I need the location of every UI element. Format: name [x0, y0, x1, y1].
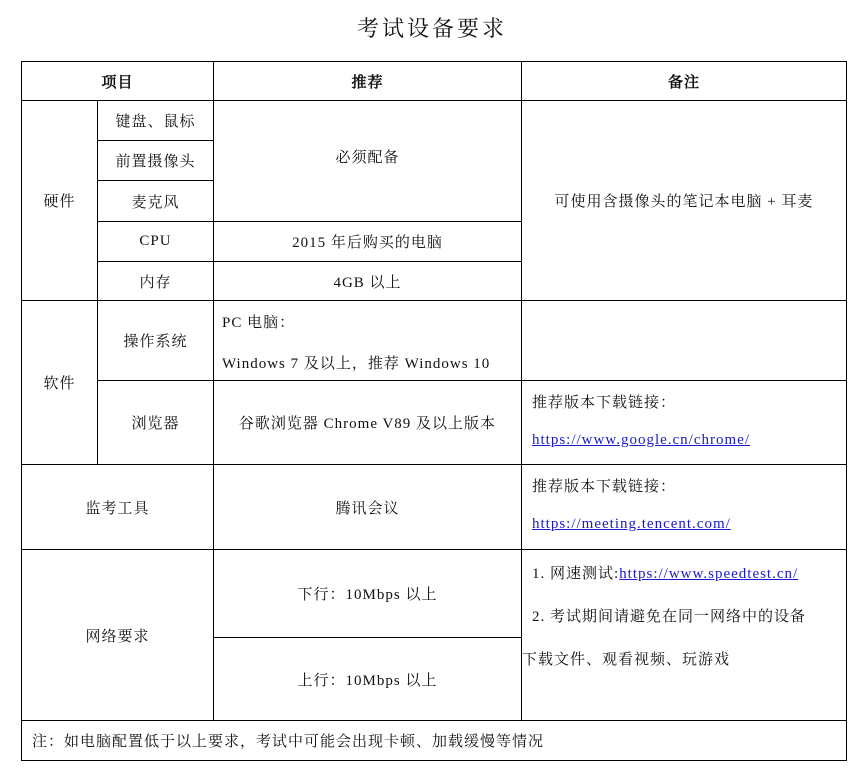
- sw-os-line2: Windows 7 及以上，推荐 Windows 10: [222, 356, 491, 372]
- monitor-rec: 腾讯会议: [213, 464, 522, 550]
- monitor-note: 推荐版本下载链接：: [532, 479, 677, 495]
- sw-os-line1: PC 电脑：: [222, 315, 296, 331]
- network-down: 下行：10Mbps 以上: [213, 549, 522, 638]
- hw-memory: 内存: [97, 261, 214, 301]
- hw-note: 可使用含摄像头的笔记本电脑 + 耳麦: [521, 100, 847, 301]
- footnote: 注：如电脑配置低于以上要求，考试中可能会出现卡顿、加载缓慢等情况: [21, 720, 847, 761]
- chrome-link[interactable]: https://www.google.cn/chrome/: [532, 432, 750, 448]
- sw-browser-rec: 谷歌浏览器 Chrome V89 及以上版本: [213, 380, 522, 465]
- tencent-link[interactable]: https://meeting.tencent.com/: [532, 516, 731, 532]
- header-item: 项目: [21, 61, 214, 101]
- hardware-label: 硬件: [21, 100, 98, 301]
- network-note1: 1. 网速测试:: [532, 566, 620, 582]
- hw-mem-rec: 4GB 以上: [213, 261, 522, 301]
- hw-camera: 前置摄像头: [97, 140, 214, 181]
- hw-required: 必须配备: [213, 100, 522, 222]
- network-label: 网络要求: [21, 549, 214, 721]
- sw-os-note: [521, 300, 847, 381]
- network-note2b: 下载文件、观看视频、玩游戏: [522, 652, 731, 668]
- sw-browser: 浏览器: [97, 380, 214, 465]
- network-up: 上行：10Mbps 以上: [213, 637, 522, 721]
- sw-browser-note: 推荐版本下载链接：: [532, 395, 677, 411]
- speedtest-link[interactable]: https://www.speedtest.cn/: [619, 566, 799, 582]
- page-title: 考试设备要求: [356, 16, 507, 41]
- header-note: 备注: [521, 61, 847, 101]
- hw-cpu-rec: 2015 年后购买的电脑: [213, 221, 522, 262]
- software-label: 软件: [21, 300, 98, 465]
- sw-os: 操作系统: [97, 300, 214, 381]
- header-recommend: 推荐: [213, 61, 522, 101]
- hw-cpu: CPU: [97, 221, 214, 262]
- hw-mic: 麦克风: [97, 180, 214, 222]
- hw-keyboard: 键盘、鼠标: [97, 100, 214, 141]
- network-note2a: 2. 考试期间请避免在同一网络中的设备: [532, 609, 807, 625]
- monitor-label: 监考工具: [21, 464, 214, 550]
